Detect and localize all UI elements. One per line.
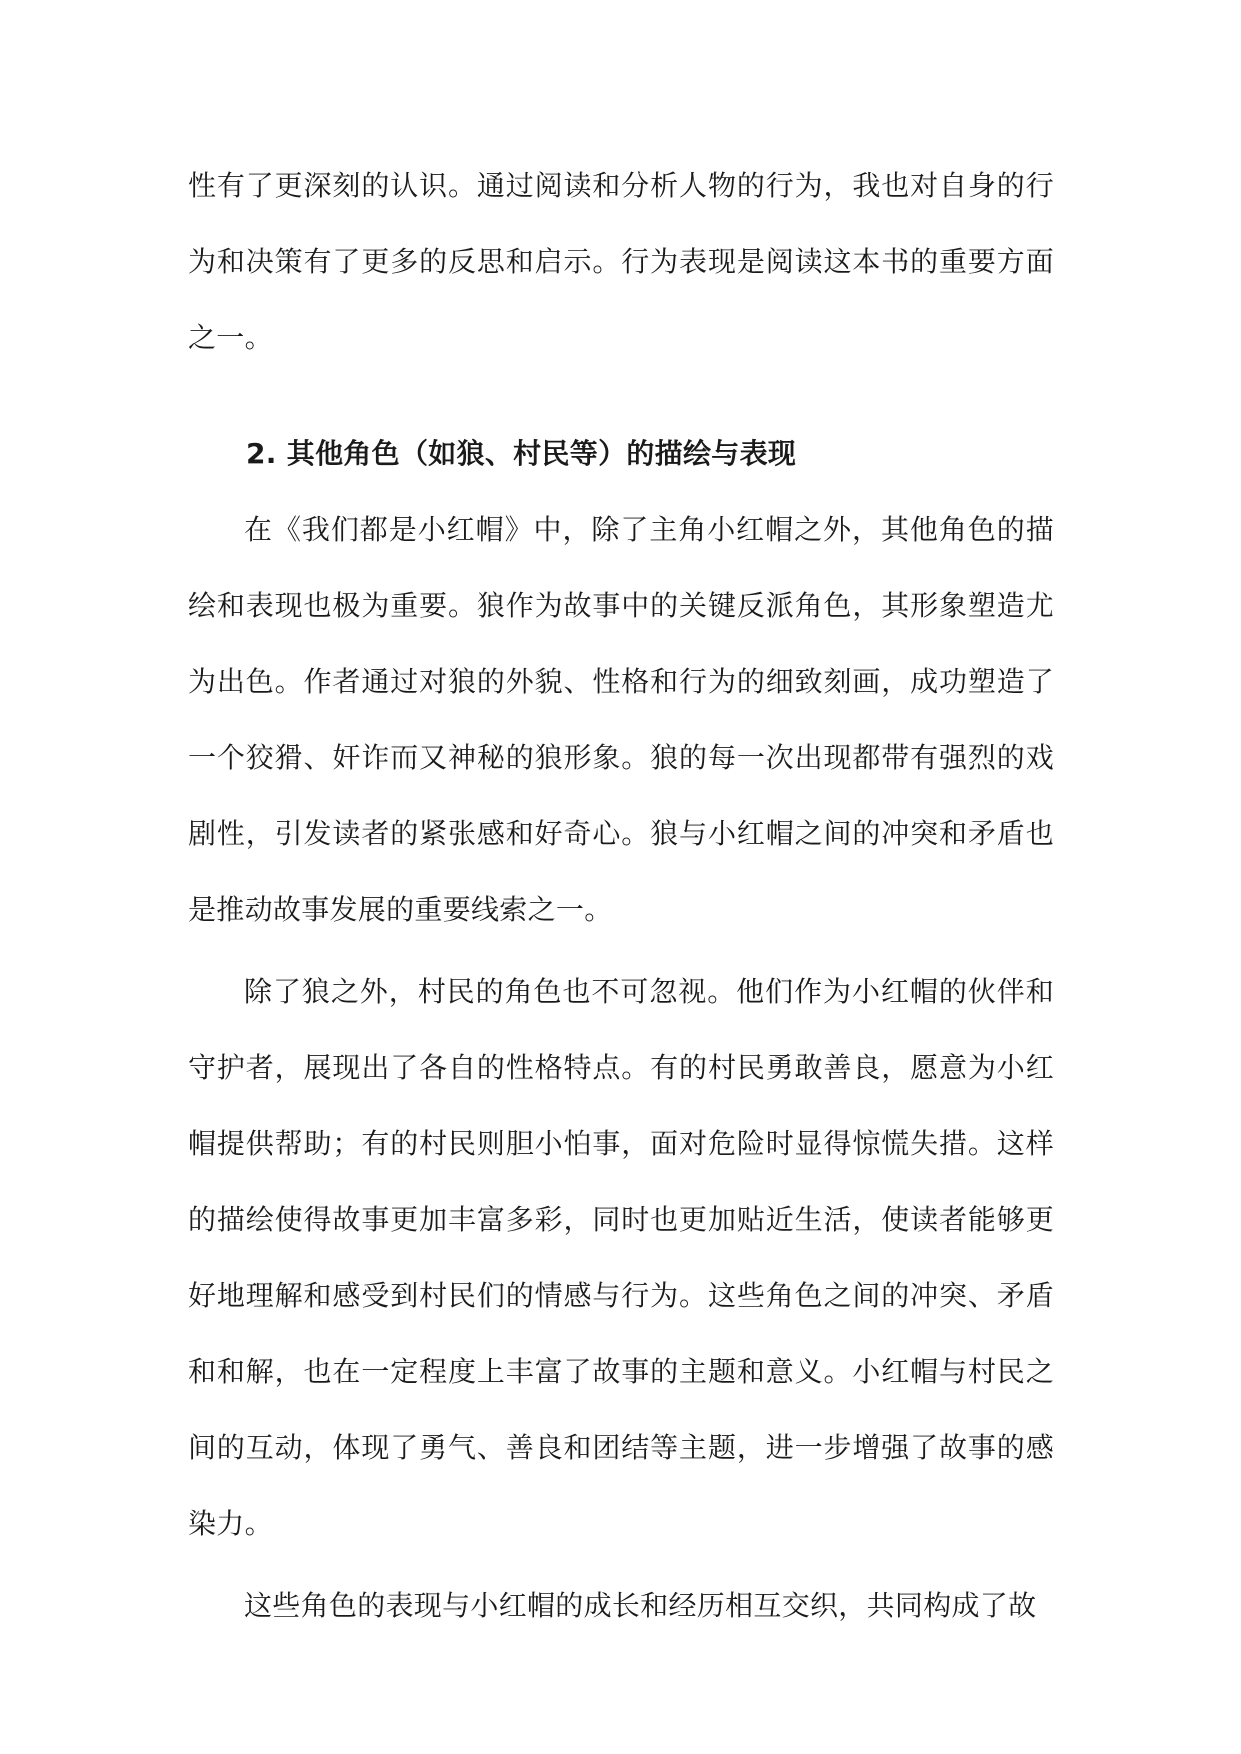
document-body [188, 148, 1054, 1644]
paragraph-wolf: 在《我们都是小红帽》中，除了主角小红帽之外，其他角色的描绘和表现也极为重要。狼作为故事中的关键反派角色，其形象塑造尤为出色。作者通过对狼的外貌、性格和行为的细致刻画，成功塑造了一个狡猾、奸诈而又神秘的狼形象。狼的每一次出现都带有强烈的戏剧性，引发读者的紧张感和好奇心。狼与小红帽之间的冲突和矛盾也是推动故事发展的重要线索之一。 [188, 513, 1054, 926]
paragraph-villagers: 除了狼之外，村民的角色也不可忽视。他们作为小红帽的伙伴和守护者，展现出了各自的性格特点。有的村民勇敢善良，愿意为小红帽提供帮助；有的村民则胆小怕事，面对危险时显得惊慌失措。这样的描绘使得故事更加丰富多彩，同时也更加贴近生活，使读者能够更好地理解和感受到村民们的情感与行为。这些角色之间的冲突、矛盾和和解，也在一定程度上丰富了故事的主题和意义。小红帽与村民之间的互动，体现了勇气、善良和团结等主题，进一步增强了故事的感染力。 [188, 975, 1054, 1540]
paragraph-roles-interweave: 这些角色的表现与小红帽的成长和经历相互交织，共同构成了故 [244, 1589, 1037, 1622]
section-heading: 2. 其他角色（如狼、村民等）的描绘与表现 [246, 437, 797, 470]
paragraph-continuation: 性有了更深刻的认识。通过阅读和分析人物的行为，我也对自身的行为和决策有了更多的反思和启示。行为表现是阅读这本书的重要方面之一。 [188, 169, 1054, 354]
